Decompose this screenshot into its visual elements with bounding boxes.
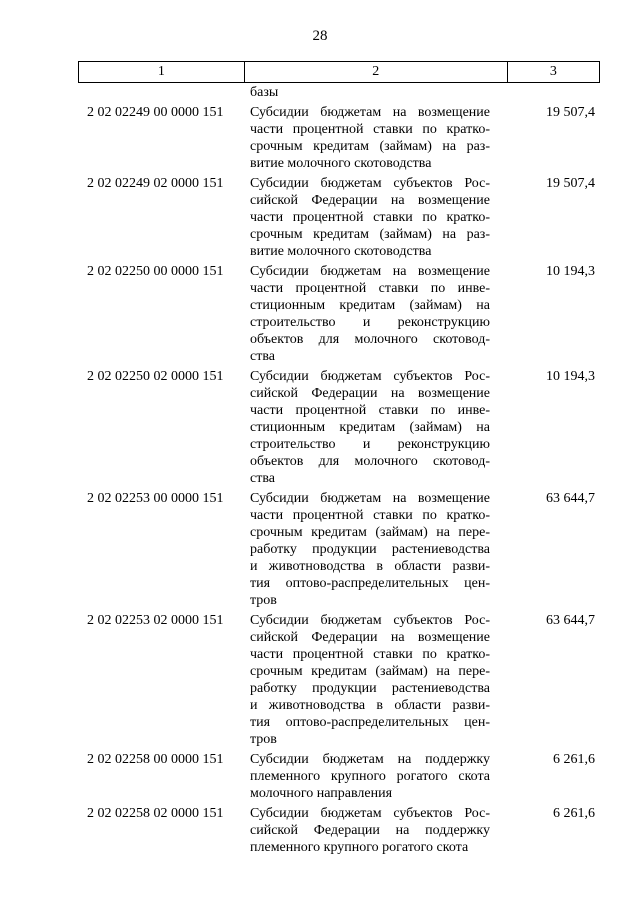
table-row: [0, 368, 640, 487]
description-line: сийской Федерации на поддержку: [250, 823, 490, 838]
description-line: стиционным кредитам (займам) на: [250, 298, 490, 313]
description-line: объектов для молочного скотовод-: [250, 454, 490, 469]
amount: 19 507,4: [546, 176, 595, 191]
description: [250, 104, 490, 172]
description-line: срочным кредитам (займам) на пере-: [250, 664, 490, 679]
table-row: [0, 263, 640, 365]
description-line: части процентной ставки по кратко-: [250, 647, 490, 662]
description-line: ства: [250, 349, 275, 364]
budget-code: 2 02 02250 02 0000 151: [87, 369, 224, 384]
description-line: Субсидии бюджетам на поддержку: [250, 752, 490, 767]
description-line: Субсидии бюджетам субъектов Рос-: [250, 613, 490, 628]
table-row: [0, 490, 640, 609]
description-line: тров: [250, 593, 277, 608]
description-line: Субсидии бюджетам субъектов Рос-: [250, 369, 490, 384]
description-line: витие молочного скотоводства: [250, 244, 432, 259]
description-line: тров: [250, 732, 277, 747]
description-line: племенного крупного рогатого скота: [250, 840, 469, 855]
description-line: и животноводства в области разви-: [250, 698, 490, 713]
table-row: [0, 805, 640, 856]
description-line: Субсидии бюджетам субъектов Рос-: [250, 176, 490, 191]
description-line: племенного крупного рогатого скота: [250, 769, 490, 784]
description: [250, 175, 490, 260]
budget-code: 2 02 02258 02 0000 151: [87, 806, 224, 821]
description: [250, 490, 490, 609]
description: [250, 368, 490, 487]
table-row: [0, 751, 640, 802]
description-line: срочным кредитам (займам) на раз-: [250, 139, 490, 154]
description-line: срочным кредитам (займам) на раз-: [250, 227, 490, 242]
description-line: срочным кредитам (займам) на пере-: [250, 525, 490, 540]
description-line: части процентной ставки по кратко-: [250, 210, 490, 225]
amount: 6 261,6: [553, 806, 595, 821]
amount: 63 644,7: [546, 491, 595, 506]
description: [250, 805, 490, 856]
continuation-text: [250, 84, 490, 101]
description-line: строительство и реконструкцию: [250, 315, 490, 330]
description-line: части процентной ставки по кратко-: [250, 508, 490, 523]
description-line: сийской Федерации на возмещение: [250, 386, 490, 401]
description: [250, 263, 490, 365]
amount: 10 194,3: [546, 369, 595, 384]
description-line: части процентной ставки по инве-: [250, 403, 490, 418]
description-line: сийской Федерации на возмещение: [250, 630, 490, 645]
table-body: [0, 84, 640, 859]
description-line: и животноводства в области разви-: [250, 559, 490, 574]
continuation-row: [0, 84, 640, 101]
description-line: Субсидии бюджетам на возмещение: [250, 264, 490, 279]
description-line: части процентной ставки по инве-: [250, 281, 490, 296]
amount: 10 194,3: [546, 264, 595, 279]
amount: 6 261,6: [553, 752, 595, 767]
description-line: ства: [250, 471, 275, 486]
description-line: части процентной ставки по кратко-: [250, 122, 490, 137]
description-line: витие молочного скотоводства: [250, 156, 432, 171]
table-row: [0, 104, 640, 172]
budget-code: 2 02 02258 00 0000 151: [87, 752, 224, 767]
description-line: Субсидии бюджетам на возмещение: [250, 105, 490, 120]
page-number: 28: [312, 28, 328, 44]
description-line: работку продукции растениеводства: [250, 681, 490, 696]
description-line: сийской Федерации на возмещение: [250, 193, 490, 208]
description-line: тия оптово-распределительных цен-: [250, 576, 490, 591]
table-header: [78, 61, 600, 83]
description-line: базы: [250, 85, 279, 100]
description: [250, 751, 490, 802]
description: [250, 612, 490, 748]
budget-code: 2 02 02253 02 0000 151: [87, 613, 224, 628]
header-col-1: 1: [79, 62, 245, 83]
description-line: тия оптово-распределительных цен-: [250, 715, 490, 730]
header-col-2: 2: [244, 62, 507, 83]
description-line: работку продукции растениеводства: [250, 542, 490, 557]
description-line: объектов для молочного скотовод-: [250, 332, 490, 347]
description-line: молочного направления: [250, 786, 393, 801]
budget-code: 2 02 02253 00 0000 151: [87, 491, 224, 506]
description-line: Субсидии бюджетам на возмещение: [250, 491, 490, 506]
description-line: строительство и реконструкцию: [250, 437, 490, 452]
amount: 19 507,4: [546, 105, 595, 120]
budget-code: 2 02 02249 02 0000 151: [87, 176, 224, 191]
budget-code: 2 02 02249 00 0000 151: [87, 105, 224, 120]
budget-code: 2 02 02250 00 0000 151: [87, 264, 224, 279]
table-row: [0, 612, 640, 748]
description-line: Субсидии бюджетам субъектов Рос-: [250, 806, 490, 821]
table-row: [0, 175, 640, 260]
description-line: стиционным кредитам (займам) на: [250, 420, 490, 435]
amount: 63 644,7: [546, 613, 595, 628]
header-col-3: 3: [507, 62, 599, 83]
